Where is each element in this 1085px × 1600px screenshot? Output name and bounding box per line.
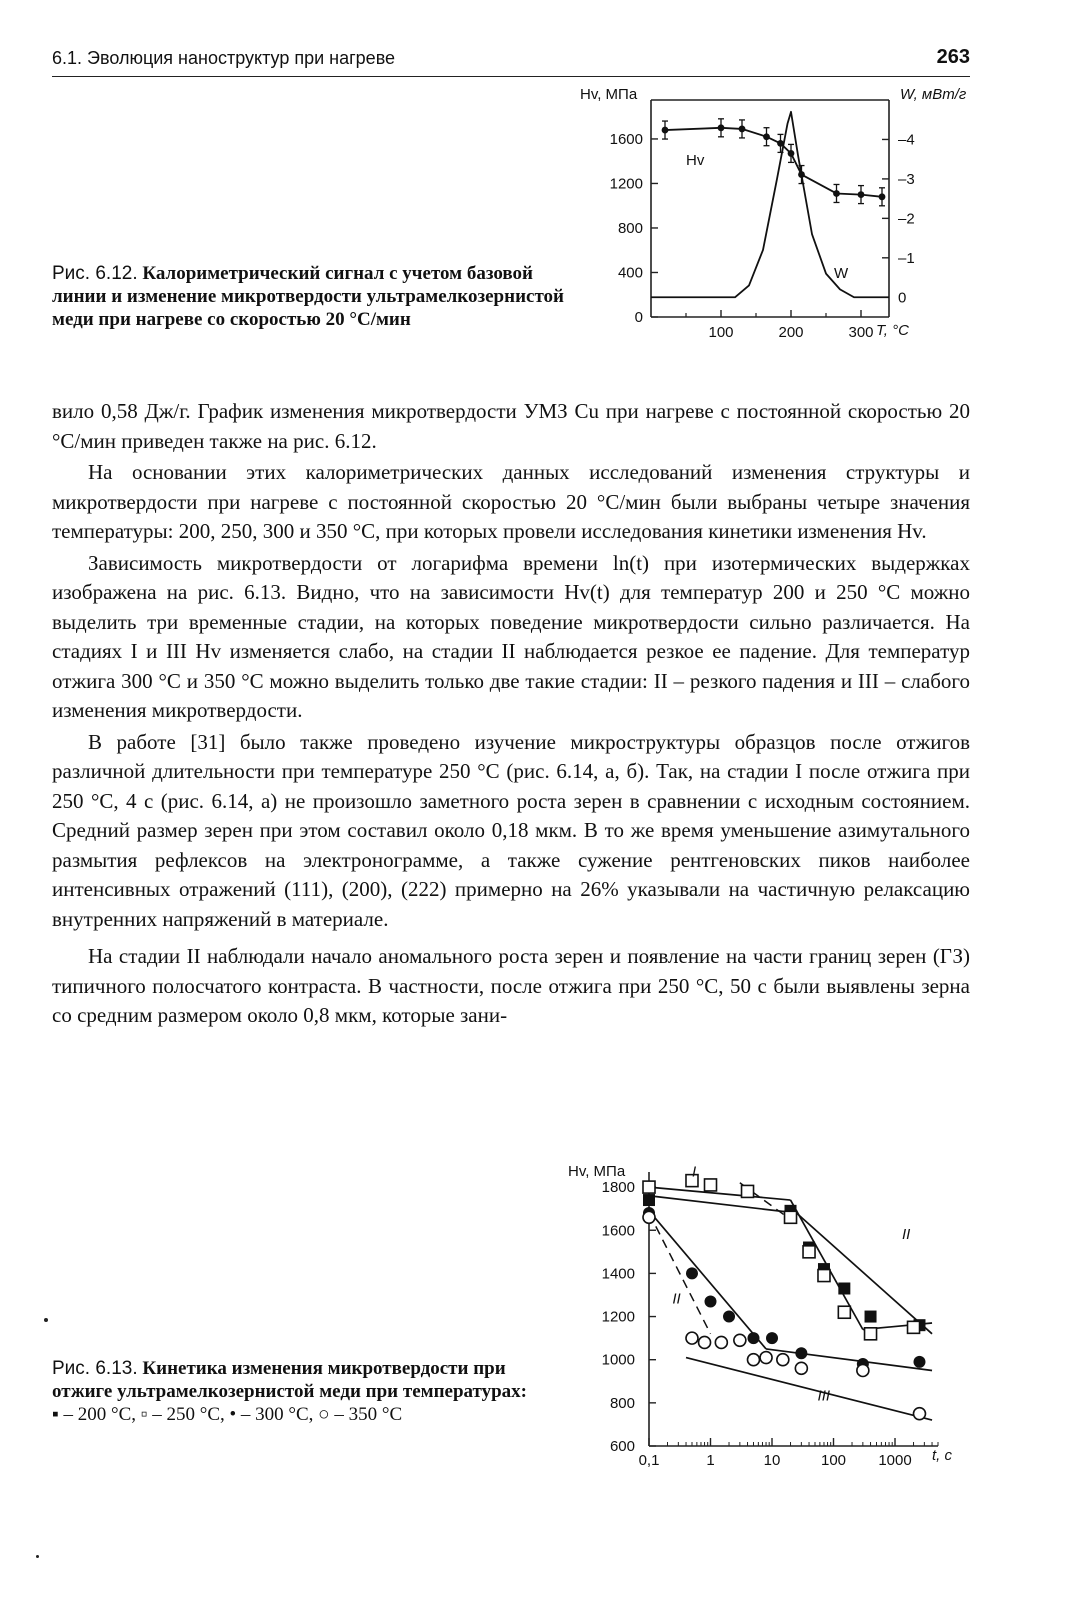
scan-speck (44, 1318, 48, 1322)
body-text (52, 397, 970, 1033)
point-250c (785, 1211, 797, 1223)
y-left-tick-label: 0 (634, 309, 643, 326)
point-250c (908, 1321, 920, 1333)
paragraph-5: На стадии II наблюдали начало аномального роста зерен и появление на части границ зерен (ГЗ) типичного полосчатого контраста. В частности, после отжига при 250 °С, 50 с были выявлены зерна со средним размером около 0,8 мкм, которые зани- (52, 944, 970, 1027)
y-tick-label: 1000 (601, 1351, 635, 1369)
point-300c (686, 1267, 698, 1279)
figure-6-13-caption-text: Кинетика изменения микротвердости при отжиге ультрамелкозернистой меди при температурах: (52, 1358, 527, 1402)
hv-point (739, 126, 746, 133)
point-250c (865, 1328, 877, 1340)
point-300c (795, 1347, 807, 1359)
hv-point (798, 171, 805, 178)
x-tick-label: 100 (820, 1452, 847, 1469)
x-tick-label: 200 (778, 324, 804, 341)
point-350c (699, 1336, 711, 1348)
w-series-line (651, 112, 889, 297)
chart-612-lines (651, 112, 889, 297)
hv-point (788, 150, 795, 157)
figure-6-13-label: Рис. 6.13. (52, 1358, 138, 1379)
running-title: 6.1. Эволюция наноструктур при нагреве (52, 48, 396, 68)
chart-612-left-axis-title: Hv, МПа (580, 86, 638, 103)
point-350c (686, 1332, 698, 1344)
fit-line (766, 1349, 932, 1371)
point-300c (747, 1332, 759, 1344)
point-350c (777, 1354, 789, 1366)
y-tick-label: 600 (609, 1438, 635, 1455)
point-250c (705, 1179, 717, 1191)
hv-point (718, 124, 725, 131)
y-right-tick-label: –2 (898, 210, 915, 228)
y-left-tick-label: 1600 (609, 130, 643, 148)
y-right-tick-label: –1 (898, 249, 915, 267)
paragraph-3: Зависимость микротвердости от логарифма времени ln(t) при изотермических выдержках изображена на рис. 6.13. Видно, что на зависимости Hv(t) для температур 200 и 250 °С можно выделить три временные стадии, на которых поведение микротвердости сильно различается. На стадиях I и III Hv изменяется слабо, на стадии II наблюдается резкое ее падение. Для температур отжига 300 °С и 350 °С можно выделить только две такие стадии: II – резкого падения и III – слабого изменения микротвердости. (52, 550, 970, 722)
point-200c (838, 1283, 850, 1295)
y-tick-label: 1800 (601, 1179, 635, 1197)
point-350c (643, 1211, 655, 1223)
y-right-tick-label: –4 (898, 131, 915, 149)
chart-612-right-axis-title: W, мВт/г (900, 86, 967, 103)
y-tick-label: 800 (609, 1394, 635, 1412)
chart-612-series-label-hv: Hv (686, 152, 705, 169)
chart-613-stage-labels (672, 1163, 910, 1404)
point-350c (857, 1364, 869, 1376)
point-300c (913, 1356, 925, 1368)
figure-6-13-chart (560, 1158, 980, 1476)
point-350c (715, 1336, 727, 1348)
figure-6-12-label: Рис. 6.12. (52, 263, 138, 284)
x-tick-label: 300 (848, 324, 874, 341)
hv-point (833, 190, 840, 197)
y-left-tick-label: 1200 (609, 175, 643, 193)
y-tick-label: 1600 (601, 1222, 635, 1240)
page-number: 263 (936, 46, 970, 68)
x-tick-label: 1000 (878, 1452, 912, 1469)
x-tick-label: 10 (763, 1452, 781, 1469)
stage-label: II (902, 1225, 911, 1243)
scan-speck (36, 1555, 39, 1558)
figure-6-12-chart (570, 85, 970, 347)
chart-612-series-label-w: W (834, 265, 849, 282)
point-200c (643, 1194, 655, 1206)
hv-point (763, 133, 770, 140)
y-right-tick-label: 0 (898, 289, 907, 307)
paragraph-1: вило 0,58 Дж/г. График изменения микротвердости УМЗ Cu при нагреве с постоянной скоростью 20 °С/мин приведен также на рис. 6.12. (52, 399, 970, 453)
hv-point (879, 193, 886, 200)
point-200c (865, 1311, 877, 1323)
point-250c (818, 1270, 830, 1282)
point-350c (795, 1362, 807, 1374)
chart-612-x-axis-title: T, °C (876, 322, 909, 339)
fit-line (686, 1358, 932, 1421)
stage-label: II (672, 1290, 681, 1308)
point-300c (766, 1332, 778, 1344)
stage-label: III (817, 1387, 831, 1405)
figure-6-13-legend: ▪ – 200 °С, ▫ – 250 °С, • – 300 °С, ○ – 350 °С (52, 1404, 403, 1425)
point-250c (803, 1246, 815, 1258)
point-250c (742, 1185, 754, 1197)
point-300c (723, 1311, 735, 1323)
figure-6-13-caption (52, 1357, 532, 1426)
x-tick-label: 1 (706, 1452, 715, 1469)
paragraph-4: В работе [31] было также проведено изучение микроструктуры образцов после отжигов различной длительности при температуре 250 °С (рис. 6.14, а, б). Так, на стадии I после отжига при 250 °С, 4 с (рис. 6.14, а) не произошло заметного роста зерен в сравнении с исходным состоянием. Средний размер зерен при этом составил около 0,18 мкм. В то же время уменьшение азимутального размытия рефлексов на электронограмме, а также сужение рентгеновских пиков наиболее интенсивных отражений (111), (200), (222) примерно на 26% указывали на частичную релаксацию внутренних напряжений в материале. (52, 729, 970, 931)
y-tick-label: 1400 (601, 1265, 635, 1283)
point-250c (643, 1181, 655, 1193)
fit-line (796, 1213, 932, 1334)
y-right-tick-label: –3 (898, 170, 915, 188)
point-350c (760, 1352, 772, 1364)
x-tick-label: 100 (708, 324, 734, 341)
fit-line (649, 1211, 766, 1349)
point-350c (747, 1354, 759, 1366)
chart-613-x-axis-title: t, с (932, 1447, 953, 1464)
point-300c (705, 1295, 717, 1307)
y-left-tick-label: 400 (617, 264, 643, 282)
hv-point (777, 140, 784, 147)
chart-613-y-axis-title: Hv, МПа (568, 1163, 626, 1180)
hv-point (858, 191, 865, 198)
point-350c (734, 1334, 746, 1346)
x-tick-label: 0,1 (638, 1452, 660, 1469)
figure-6-12-caption-text: Калориметрический сигнал с учетом базовой линии и изменение микротвердости ультрамелкозернистой меди при нагреве со скоростью 20 °С/мин (52, 263, 564, 330)
point-350c (913, 1408, 925, 1420)
point-250c (838, 1306, 850, 1318)
chart-612-frame (651, 100, 889, 317)
hv-point (662, 127, 669, 134)
stage-label: I (691, 1163, 697, 1181)
y-left-tick-label: 800 (617, 219, 643, 237)
paragraph-2: На основании этих калориметрических данных исследований изменения структуры и микротвердости при нагреве с постоянной скоростью 20 °С/мин были выбраны четыре значения температуры: 200, 250, 300 и 350 °С, при которых провели исследования кинетики изменения Hv. (52, 460, 970, 543)
chart-612-ticks (610, 131, 915, 341)
y-tick-label: 1200 (601, 1308, 635, 1326)
figure-6-12-caption (52, 262, 580, 331)
page-header (52, 44, 970, 77)
